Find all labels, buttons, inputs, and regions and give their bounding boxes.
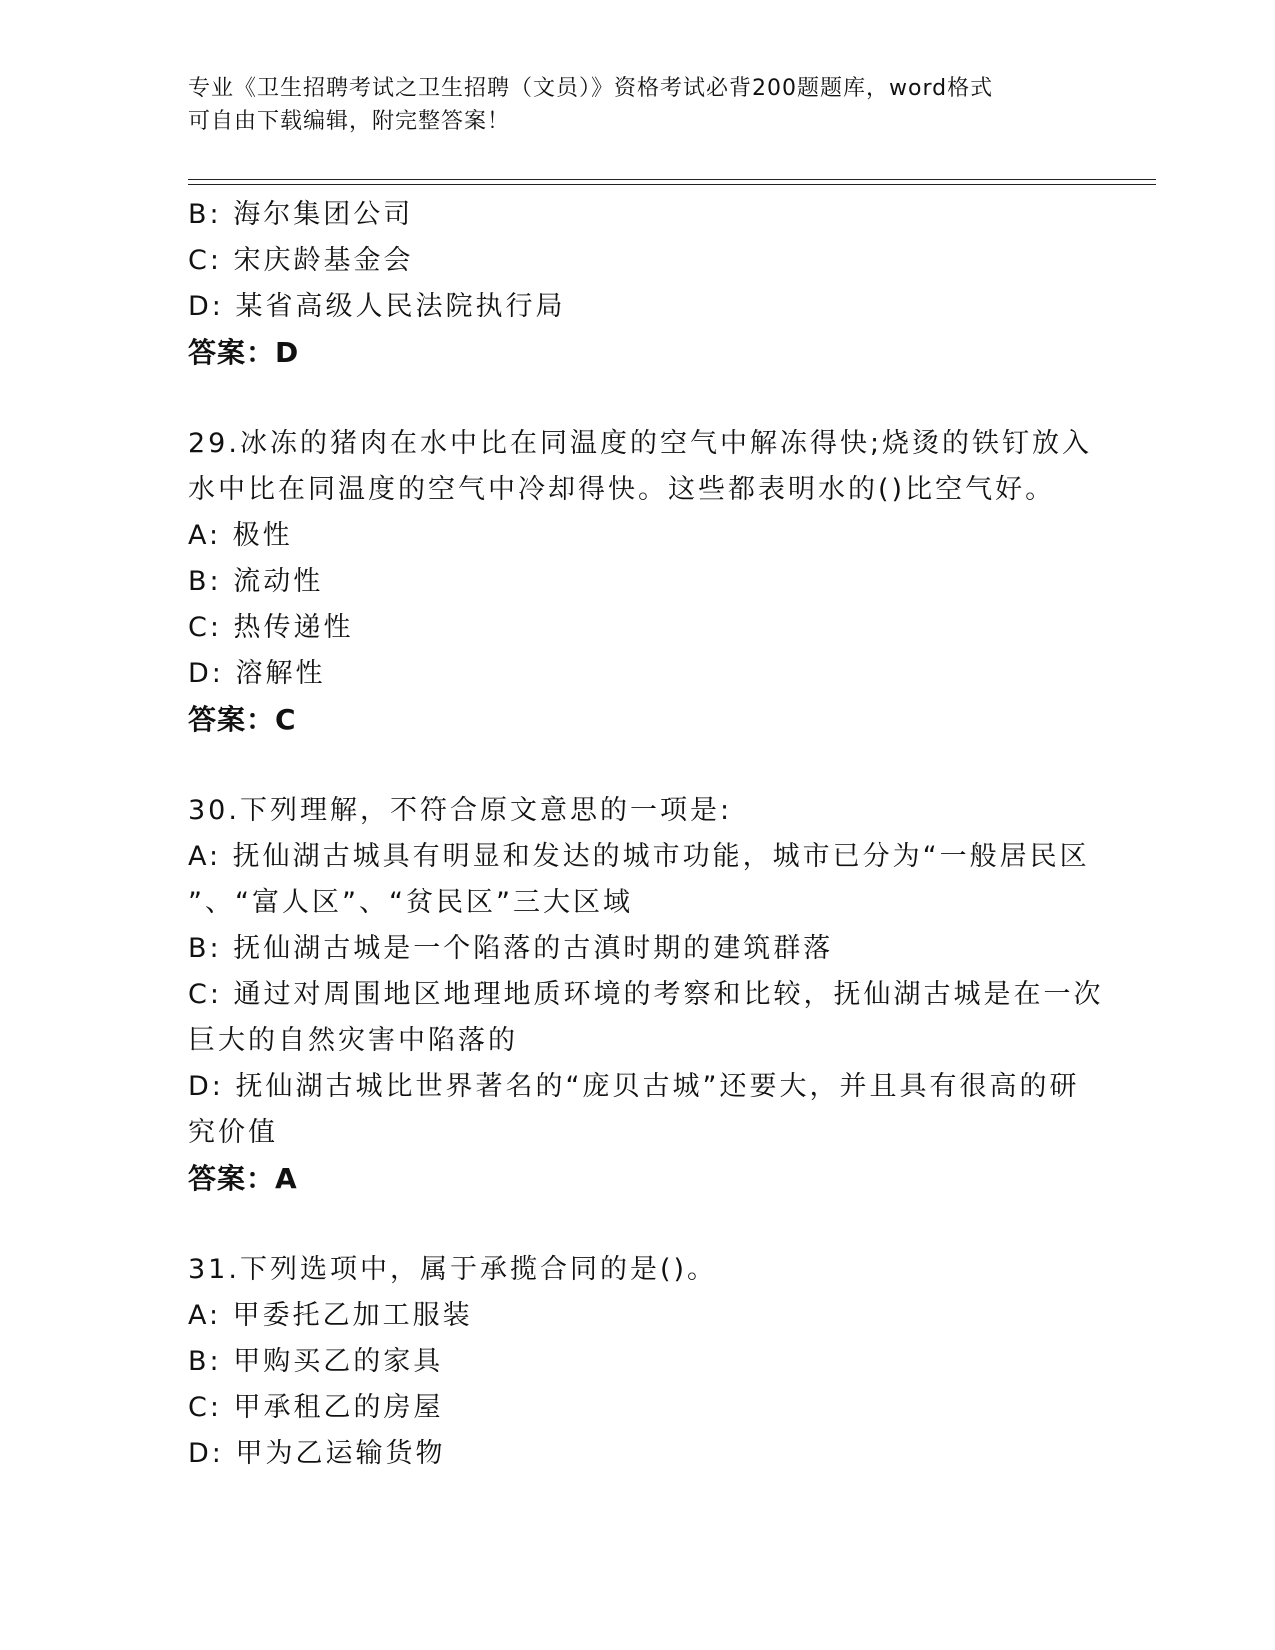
question-stem: 31.下列选项中，属于承揽合同的是()。 bbox=[188, 1254, 718, 1285]
option-c-line2: 巨大的自然灾害中陷落的 bbox=[188, 1025, 518, 1056]
page-header bbox=[188, 72, 1068, 138]
option-a-line1: A: 抚仙湖古城具有明显和发达的城市功能，城市已分为“一般居民区 bbox=[188, 841, 1090, 872]
answer-label: 答案：C bbox=[188, 703, 297, 736]
question-stem: 30.下列理解，不符合原文意思的一项是: bbox=[188, 795, 733, 826]
question-spacer bbox=[188, 1202, 1078, 1247]
question-spacer bbox=[188, 743, 1078, 788]
answer-label: 答案：A bbox=[188, 1162, 298, 1195]
option-c: C: 宋庆龄基金会 bbox=[188, 245, 414, 276]
option-b: B: 甲购买乙的家具 bbox=[188, 1346, 444, 1377]
question-spacer bbox=[188, 376, 1078, 421]
option-c: C: 热传递性 bbox=[188, 612, 354, 643]
option-b: B: 海尔集团公司 bbox=[188, 199, 414, 230]
option-a-line2: ”、“富人区”、“贫民区”三大区域 bbox=[188, 887, 633, 918]
option-d: D: 某省高级人民法院执行局 bbox=[188, 291, 566, 322]
option-d: D: 甲为乙运输货物 bbox=[188, 1438, 446, 1469]
question-29 bbox=[188, 421, 1093, 743]
header-divider-top bbox=[188, 179, 1156, 180]
question-list bbox=[188, 192, 1104, 1477]
option-a: A: 甲委托乙加工服装 bbox=[188, 1300, 473, 1331]
question-stem-line1: 29.冰冻的猪肉在水中比在同温度的空气中解冻得快;烧烫的铁钉放入 bbox=[188, 428, 1093, 459]
question-28 bbox=[188, 192, 1078, 376]
header-title-line2: 可自由下载编辑，附完整答案！ bbox=[188, 109, 511, 134]
option-b: B: 抚仙湖古城是一个陷落的古滇时期的建筑群落 bbox=[188, 933, 834, 964]
option-c: C: 甲承租乙的房屋 bbox=[188, 1392, 444, 1423]
option-d: D: 溶解性 bbox=[188, 658, 326, 689]
question-30 bbox=[188, 788, 1104, 1202]
option-d-line2: 究价值 bbox=[188, 1117, 278, 1148]
option-d-line1: D: 抚仙湖古城比世界著名的“庞贝古城”还要大，并且具有很高的研 bbox=[188, 1071, 1080, 1102]
question-stem-line2: 水中比在同温度的空气中冷却得快。这些都表明水的()比空气好。 bbox=[188, 474, 1056, 505]
header-title-line1: 专业《卫生招聘考试之卫生招聘（文员）》资格考试必背200题题库，word格式 bbox=[188, 76, 994, 101]
option-b: B: 流动性 bbox=[188, 566, 324, 597]
answer-label: 答案：D bbox=[188, 336, 300, 369]
option-a: A: 极性 bbox=[188, 520, 293, 551]
header-divider-bottom bbox=[188, 184, 1156, 185]
question-31 bbox=[188, 1247, 1078, 1477]
option-c-line1: C: 通过对周围地区地理地质环境的考察和比较，抚仙湖古城是在一次 bbox=[188, 979, 1104, 1010]
